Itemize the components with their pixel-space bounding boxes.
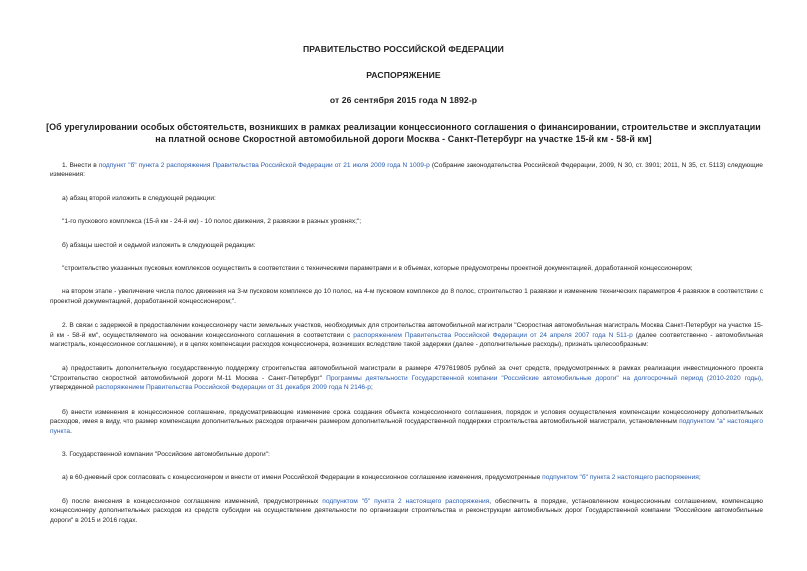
government-heading: ПРАВИТЕЛЬСТВО РОССИЙСКОЙ ФЕДЕРАЦИИ [303,44,504,54]
paragraph-2a-text-mid: , утвержденной [50,374,763,392]
paragraph-2a [50,364,763,392]
date-number-heading: от 26 сентября 2015 года N 1892-р [329,95,478,105]
link-subparagraph-b-1[interactable]: подпунктом "б" пункта 2 настоящего распоряжения [542,474,699,482]
document-body [50,161,763,525]
paragraph-1b-quote-1: "строительство указанных пусковых комплексов осуществить в соответствии с техническими параметрами и в объемах, которые предусмотрены проектной документацией, доработанной концессионером; [62,265,693,273]
link-order-2146[interactable]: распоряжением Правительства Российской Федерации от 31 декабря 2009 года N 2146-р [95,384,371,392]
link-subparagraph-a[interactable]: подпунктом "а" настоящего пункта [50,418,763,435]
link-subparagraph-b-2[interactable]: подпунктом "б" пункта 2 настоящего распоряжения [322,497,490,505]
paragraph-2-text-end: (далее соответственно - автомобильная магистраль, концессионное соглашение), и в целях компенсации расходов концессионера, возникших вследствие такой задержки (далее - дополнительные расходы), признать целесообразным: [50,331,764,349]
paragraph-2 [50,321,763,349]
paragraph-2b-text-start: б) внести изменения в концессионное соглашение, предусматривающие изменение срока создания объекта концессионного соглашения, порядок и условия осуществления компенсации концессионеру дополнительных расходов, имея в виду, что размер компенсации дополнительных расходов ограничен размером дополнительной государственной поддержки строительства автомобильной магистрали, установленным [50,408,763,426]
link-order-1009[interactable]: подпункт "б" пункта 2 распоряжения Правительства Российской Федерации от 21 июля 2009 года N 1009-р [98,162,430,169]
paragraph-1a: а) абзац второй изложить в следующей редакции: [62,194,216,202]
paragraph-3a [50,473,763,482]
paragraph-3: 3. Государственной компании "Российские автомобильные дороги": [62,450,270,458]
paragraph-1-text-start: 1. Внести в [62,162,99,169]
paragraph-1-text-end: (Собрание законодательства Российской Федерации, 2009, N 30, ст. 3901; 2011, N 35, ст. 5113) следующие изменения: [50,162,763,179]
paragraph-3a-text-end: ; [698,474,701,482]
document-title: [Об урегулировании особых обстоятельств, возникших в рамках реализации концессионного соглашения о финансировании, строительстве и эксплуатации на платной основе Скоростной автомобильной дороги Москва - Санкт-Петербург на участке 15-й км - 58-й км] [46,122,761,144]
paragraph-3a-text-start: а) в 60-дневный срок согласовать с концессионером и внести от имени Российской Федерации в концессионное соглашение изменения, предусмотренные [62,474,543,482]
paragraph-3b-text-start: б) после внесения в концессионное соглашение изменений, предусмотренных [62,497,323,505]
paragraph-2-text-start: 2. В связи с задержкой в предоставлении концессионеру части земельных участков, необходимых для строительства автомобильной магистрали "Скоростная автомобильная магистраль Москва Санкт-Петербург на участке 15-й км - 58-й км", осуществляемого на основании концессионного соглашения в соответствии с [50,322,763,339]
paragraph-1a-quote: "1-го пускового комплекса (15-й км - 24-й км) - 10 полос движения, 2 развязки в разных уровнях;"; [62,218,362,226]
paragraph-2a-text-start: а) предоставить дополнительную государственную поддержку строительства автомобильной магистрали в размере 4797619805 рублей за счет средств, предусмотренных в рамках реализации инвестиционного проекта "Строительство скоростной автомобильной дороги М-11 Москва - Санкт-Петербург" [50,365,763,382]
paragraph-3b [50,497,763,525]
paragraph-1b: б) абзацы шестой и седьмой изложить в следующей редакции: [62,241,256,249]
paragraph-2a-text-end: ; [370,384,373,392]
link-order-511[interactable]: распоряжением Правительства Российской Федерации от 24 апреля 2007 года N 511-р [353,331,633,339]
paragraph-1 [50,161,763,180]
paragraph-2b [50,408,763,436]
paragraph-2b-text-end: . [70,427,72,435]
paragraph-3b-text-end: , обеспечить в порядке, установленном концессионным соглашением, компенсацию концессионеру дополнительных расходов из средств субсидии на осуществление деятельности по организации строительства и реконструкции автомобильных дорог Государственной компании "Российские автомобильные дороги" в 2015 и 2016 годах. [50,497,763,524]
link-program[interactable]: Программы деятельности Государственной компании "Российские автомобильные дороги" на долгосрочный период (2010-2020 годы) [326,374,762,382]
paragraph-1b-quote-2: на втором этапе - увеличение числа полос движения на 3-м пусковом комплексе до 10 полос, на 4-м пусковом комплексе до 8 полос, строительство 1 развязки и изменение технических параметров 4 развязок в соответствии с проектной документацией, доработанной концессионером;". [50,288,763,305]
document-type-heading: РАСПОРЯЖЕНИЕ [366,70,441,80]
